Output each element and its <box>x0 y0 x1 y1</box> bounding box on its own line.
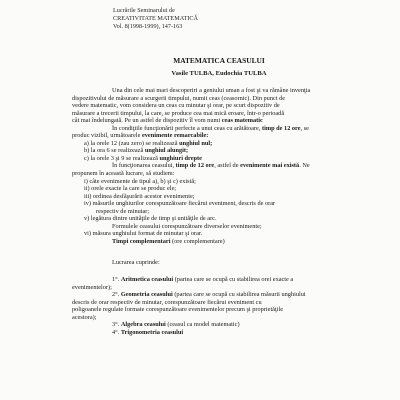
study-item: respectiv de minutar; <box>96 207 150 215</box>
operation-text: , astfel de <box>214 162 241 170</box>
contents-intro: Lucrarea cuprinde: <box>112 259 160 267</box>
intro-line: Una din cele mai mari descoperiri a geniului uman a fost şi va rămâne invenţia <box>112 87 311 94</box>
header-line-2: CREATIVITATE MATEMATICĂ <box>113 15 198 23</box>
complementary-text: (ore complementare) <box>170 237 225 245</box>
intro-text: cât mai îndelungată. Pe un astfel de dispozitiv îl vom numi <box>72 117 222 125</box>
event-bold: unghiul nul; <box>179 139 213 147</box>
contents-num: 3°. <box>112 321 121 329</box>
event-text: a) la orele 12 (zau zero) se realizează <box>84 139 180 147</box>
study-item: v) legătura dintre unităţile de timp şi unităţile de arc. <box>84 215 217 223</box>
complementary-line <box>72 238 384 246</box>
contents-bold: Trigonometria ceasului <box>120 328 184 336</box>
study-item: vi) măsura unghiului format de minutar şi orar. <box>84 230 203 238</box>
contents-bold: Aritmetica ceasului <box>120 276 174 284</box>
conditions-text: În condiţiile funcţionării perfecte a unui ceas cu arătătoare, <box>112 124 262 132</box>
contents-item <box>72 291 384 299</box>
journal-header <box>113 7 198 32</box>
contents-num: 2°. <box>112 291 121 299</box>
event-item <box>72 155 384 163</box>
contents-item <box>72 329 384 337</box>
operation-line <box>72 162 384 170</box>
contents-item <box>72 321 384 329</box>
study-item: iv) măsurile unghiurilor corespunzătoare fiecărui eveniment, descris de orar <box>84 200 276 208</box>
study-item: iii) ordinea desfăşurării acestor evenimente; <box>84 192 195 200</box>
conditions-text: produc vizibil, următoarele <box>72 132 142 140</box>
intro-line: măsurare a trecerii timpului, la care, se produce cea mai mică eroare, într-o perioadă <box>72 109 285 117</box>
conditions-line <box>72 125 384 133</box>
intro-bold: ceas matematic <box>221 117 263 125</box>
event-item <box>72 140 384 148</box>
conditions-bold: evenimente remarcabile: <box>141 132 209 140</box>
paper-body <box>72 87 384 336</box>
contents-text: (ceasul ca model matematic) <box>165 321 240 329</box>
intro-line: vedere matematic, vom considera un ceas cu minutar şi orar, pe scurt dispozitiv de <box>72 102 280 110</box>
conditions-end: , se <box>300 124 309 132</box>
contents-item: acestora); <box>72 313 97 321</box>
study-item: ii) orele exacte la care se produc ele; <box>84 185 177 193</box>
event-text: b) la ora 6 se realizează <box>84 147 145 155</box>
event-item <box>72 147 384 155</box>
intro-line-last <box>72 117 384 125</box>
paper-title: MATEMATICA CEASULUI <box>173 56 265 65</box>
intro-line: dispozitivului de măsurare a scurgerii timpului, numit ceas (ceasornic). Din punct de <box>72 94 286 102</box>
operation-bold: timp de 12 ore <box>175 162 215 170</box>
contents-item: evenimentelor); <box>72 283 112 291</box>
contents-num: 4°. <box>112 328 121 336</box>
paper-authors: Vasile TULBA, Eudochia TULBA <box>171 70 267 77</box>
event-text: c) la orele 3 şi 9 se realizează <box>84 154 160 162</box>
study-item: Formulele ceasului corespunzătoare diverselor evenimente; <box>112 222 262 230</box>
event-bold: unghiuri drepte <box>159 154 202 162</box>
complementary-bold: Timpi complementari <box>112 237 171 245</box>
contents-item: descris de orar respectiv de minutar, corespunzătoare fiecărui eveniment cu <box>72 298 262 306</box>
study-item: i) câte evenimente de tipul a), b) şi c) există; <box>84 177 196 185</box>
contents-item: poligoanele regulate formate corespunzătoare evenimentelor precum şi proprietăţile <box>72 306 284 314</box>
event-bold: unghiul alungit; <box>144 147 189 155</box>
contents-num: 1°. <box>112 276 121 284</box>
header-line-1: Lucrările Seminarului de <box>113 7 175 14</box>
contents-item <box>72 276 384 284</box>
conditions-line <box>72 132 384 140</box>
contents-bold: Geometria ceasului <box>120 291 173 299</box>
conditions-bold: timp de 12 ore <box>262 124 301 132</box>
operation-text: În funcţionarea ceasului, <box>112 162 176 170</box>
operation-line: propunem în această lucrare, să studiem: <box>72 170 175 178</box>
contents-text: (partea care se ocupă cu stabilirea măsurii unghiului <box>172 291 306 299</box>
operation-text: . Ne <box>299 162 310 170</box>
operation-bold: evenimente mai există <box>240 162 300 170</box>
contents-text: (partea care se ocupă cu stabilirea orei exacte a <box>173 276 294 284</box>
contents-bold: Algebra ceasului <box>120 321 166 329</box>
header-line-3: Vol. 8(1998-1999), 147-163 <box>113 23 183 31</box>
